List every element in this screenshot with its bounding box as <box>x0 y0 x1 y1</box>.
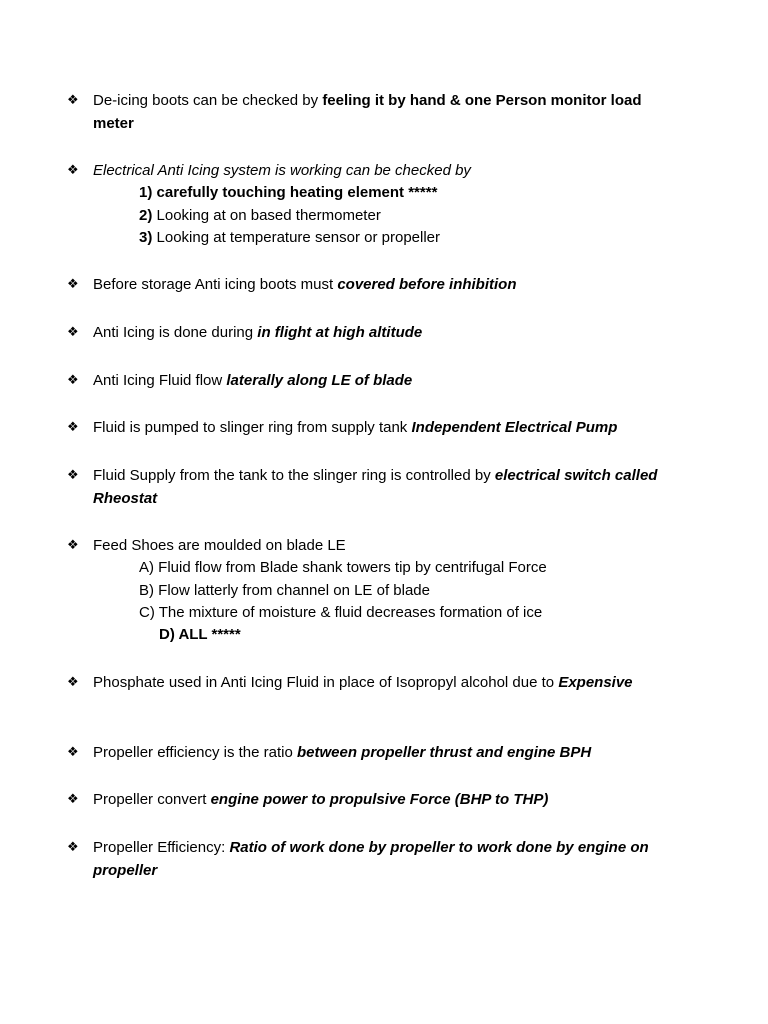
list-item <box>67 322 667 345</box>
item-text <box>93 417 667 440</box>
item-text <box>93 90 667 135</box>
item-answer: Independent Electrical Pump <box>411 419 618 436</box>
list-item <box>67 837 667 882</box>
option-line: C) The mixture of moisture & fluid decreases formation of ice <box>139 604 543 621</box>
item-text <box>93 837 667 882</box>
option-number: 1) <box>139 184 153 201</box>
item-answer: laterally along LE of blade <box>226 372 413 389</box>
item-plain-text: Propeller convert <box>93 791 211 808</box>
item-text <box>93 465 667 510</box>
item-plain-text: Anti Icing Fluid flow <box>93 372 227 389</box>
item-text <box>93 742 667 765</box>
diamond-bullet-icon: ❖ <box>67 468 79 483</box>
item-answer: Ratio of work done by propeller to work done by engine on propeller <box>93 839 649 879</box>
option-line <box>139 227 440 250</box>
option-line <box>139 205 381 228</box>
list-item <box>67 789 667 812</box>
item-plain-text: Phosphate used in Anti Icing Fluid in place of Isopropyl alcohol due to <box>93 674 559 691</box>
item-text <box>93 322 667 345</box>
list-item <box>67 672 667 695</box>
diamond-bullet-icon: ❖ <box>67 163 79 178</box>
diamond-bullet-icon: ❖ <box>67 675 79 690</box>
item-text <box>93 370 667 393</box>
list-item <box>67 742 667 765</box>
diamond-bullet-icon: ❖ <box>67 373 79 388</box>
option-text: carefully touching heating element ***** <box>152 184 438 201</box>
item-plain-text: Anti Icing is done during <box>93 324 258 341</box>
item-text <box>93 274 667 297</box>
diamond-bullet-icon: ❖ <box>67 420 79 435</box>
item-text <box>93 672 667 695</box>
list-item <box>67 90 667 135</box>
item-plain-text: Fluid is pumped to slinger ring from supply tank <box>93 419 412 436</box>
item-answer: engine power to propulsive Force (BHP to THP) <box>210 791 549 808</box>
item-plain-text: Propeller efficiency is the ratio <box>93 744 297 761</box>
item-plain-text: Fluid Supply from the tank to the slinger ring is controlled by <box>93 467 495 484</box>
diamond-bullet-icon: ❖ <box>67 538 79 553</box>
option-number: 2) <box>139 207 153 224</box>
diamond-bullet-icon: ❖ <box>67 93 79 108</box>
item-plain-text: De-icing boots can be checked by <box>93 92 323 109</box>
item-answer: covered before inhibition <box>337 276 517 293</box>
item-answer: electrical switch called Rheostat <box>93 467 658 507</box>
option-text: Looking at on based thermometer <box>152 207 381 224</box>
list-item <box>67 160 667 183</box>
item-answer: between propeller thrust and engine BPH <box>297 744 592 761</box>
list-item <box>67 370 667 393</box>
item-question: Electrical Anti Icing system is working can be checked by <box>93 162 471 179</box>
item-plain-text: Propeller Efficiency: <box>93 839 230 856</box>
item-question: Feed Shoes are moulded on blade LE <box>93 537 346 554</box>
diamond-bullet-icon: ❖ <box>67 745 79 760</box>
item-plain-text: Before storage Anti icing boots must <box>93 276 338 293</box>
option-text: Looking at temperature sensor or propeller <box>152 229 441 246</box>
diamond-bullet-icon: ❖ <box>67 840 79 855</box>
option-line <box>139 182 437 205</box>
item-answer: Expensive <box>558 674 633 691</box>
correct-answer: D) ALL ***** <box>159 626 241 643</box>
option-number: 3) <box>139 229 153 246</box>
list-item <box>67 417 667 440</box>
diamond-bullet-icon: ❖ <box>67 325 79 340</box>
item-text <box>93 789 667 812</box>
option-line: B) Flow latterly from channel on LE of blade <box>139 582 430 599</box>
diamond-bullet-icon: ❖ <box>67 277 79 292</box>
diamond-bullet-icon: ❖ <box>67 792 79 807</box>
list-item <box>67 465 667 510</box>
list-item <box>67 274 667 297</box>
option-line: A) Fluid flow from Blade shank towers tip by centrifugal Force <box>139 559 547 576</box>
item-answer: feeling it by hand & one Person monitor load meter <box>93 92 642 132</box>
list-item <box>67 535 667 558</box>
item-answer: in flight at high altitude <box>257 324 423 341</box>
